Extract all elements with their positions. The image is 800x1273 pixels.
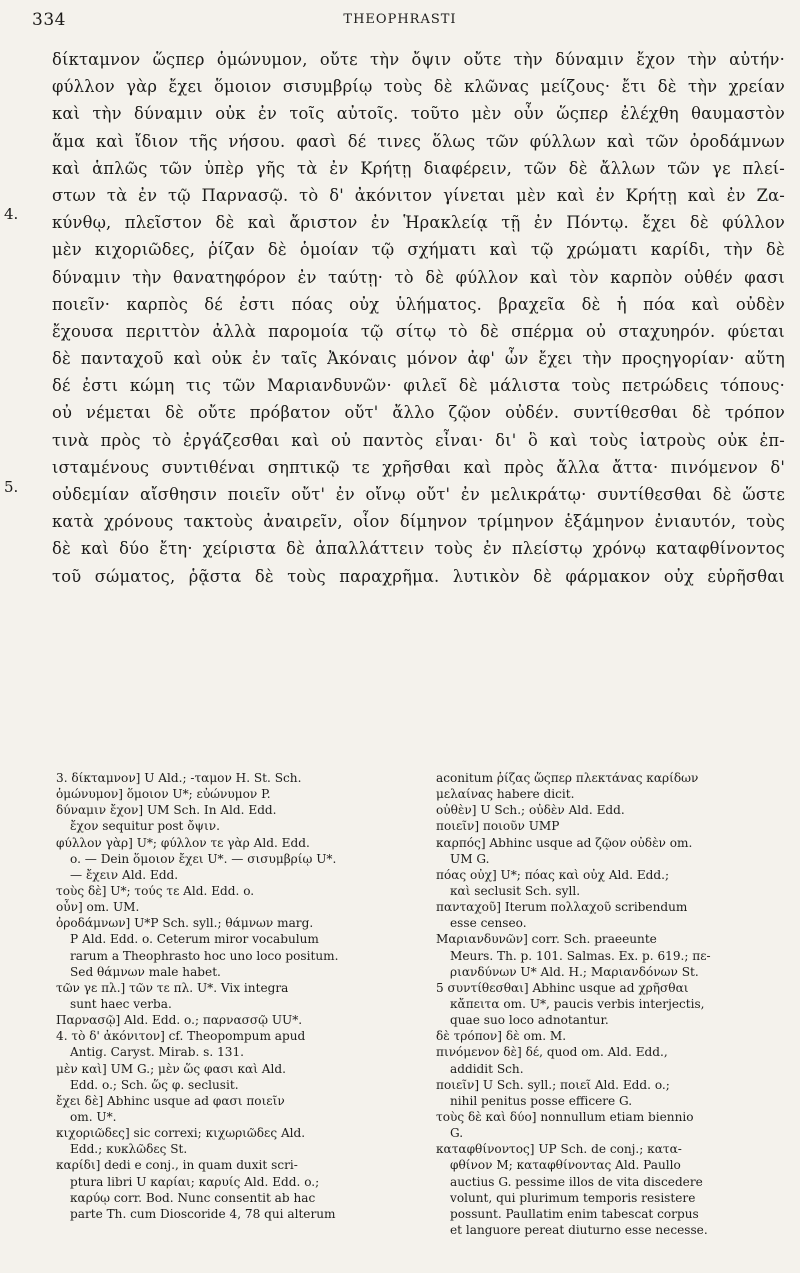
text-line: ποιεῖν· καρπὸς δέ ἐστι πόας οὐχ ὑλήματος. βραχεῖα δὲ ἡ πόα καὶ οὐδὲν <box>52 294 785 314</box>
footnote-line: κἄπειτα om. U*, paucis verbis interjectis, <box>450 996 705 1011</box>
footnote-line: πόας οὐχ] U*; πόας καὶ οὐχ Ald. Edd.; <box>436 867 670 882</box>
footnote-line: P Ald. Edd. o. Ceterum miror vocabulum <box>70 932 319 947</box>
text-line: ἔχουσα περιττὸν ἀλλὰ παρομοία τῷ σίτῳ τὸ δὲ σπέρμα οὐ σταχυηρόν. φύεται <box>52 321 785 341</box>
footnote-line: τοὺς δὲ] U*; τούς τε Ald. Edd. o. <box>56 883 255 898</box>
text-line: τοῦ σώματος, ῥᾷστα δὲ τοὺς παραχρῆμα. λυτικὸν δὲ φάρμακον οὐχ εὑρῆσθαι <box>52 566 785 586</box>
footnote-line: 5 συντίθεσθαι] Abhinc usque ad χρῆσθαι <box>436 980 689 995</box>
footnote-line: ὀροδάμνων] U*P Sch. syll.; θάμνων marg. <box>56 916 314 931</box>
footnote-line: δὲ τρόπον] δὲ om. M. <box>436 1029 567 1044</box>
footnote-line: Edd.; κυκλῶδες St. <box>70 1142 188 1157</box>
critical-apparatus <box>56 770 786 1260</box>
footnote-line: UM G. <box>450 851 490 866</box>
footnote-line: Edd. o.; Sch. ὥς φ. seclusit. <box>70 1077 239 1092</box>
footnote-line: καρίδι] dedi e conj., in quam duxit scri- <box>56 1158 298 1173</box>
footnote-line: πινόμενον δὲ] δέ, quod om. Ald. Edd., <box>436 1045 668 1060</box>
footnote-line: 4. τὸ δ' ἀκόνιτον] cf. Theopompum apud <box>56 1029 306 1044</box>
footnote-line: ptura libri U καρίαι; καρυίς Ald. Edd. o.; <box>70 1174 320 1189</box>
footnote-line: ἔχει δὲ] Abhinc usque ad φασι ποιεῖν <box>56 1093 285 1108</box>
main-greek-text <box>52 46 785 590</box>
text-line: καὶ ἁπλῶς τῶν ὑπὲρ γῆς τὰ ἐν Κρήτῃ διαφέρειν, τῶν δὲ ἄλλων τῶν γε πλεί- <box>52 158 785 178</box>
text-line: φύλλον γὰρ ἔχει ὅμοιον σισυμβρίῳ τοὺς δὲ κλῶνας μείζους· ἔτι δὲ τὴν χρείαν <box>52 77 785 97</box>
footnote-line: οὐθὲν] U Sch.; οὐδὲν Ald. Edd. <box>436 803 625 818</box>
footnote-line: καὶ seclusit Sch. syll. <box>450 883 581 898</box>
text-line: κύνθῳ, πλεῖστον δὲ καὶ ἄριστον ἐν Ἡρακλείᾳ τῇ ἐν Πόντῳ. ἔχει δὲ φύλλον <box>52 213 785 233</box>
footnote-line: sunt haec verba. <box>70 996 172 1011</box>
text-line: ἅμα καὶ ἴδιον τῆς νήσου. φασὶ δέ τινες ὅλως τῶν φύλλων καὶ τῶν ὀροδάμνων <box>52 131 785 151</box>
footnote-line: et languore pereat diuturno esse necesse. <box>450 1222 708 1237</box>
footnote-line: o. — Dein ὅμοιον ἔχει U*. — σισυμβρίῳ U*. <box>70 851 337 866</box>
footnote-line: μελαίνας habere dicit. <box>436 787 575 802</box>
footnote-line: 3. δίκταμνον] U Ald.; -ταμον H. St. Sch. <box>56 771 302 785</box>
footnote-line: Μαριανδυνῶν] corr. Sch. praeeunte <box>436 932 657 947</box>
running-title: THEOPHRASTI <box>343 12 457 27</box>
footnote-line: om. U*. <box>70 1109 117 1124</box>
footnote-line: ποιεῖν] ποιοῦν UMP <box>436 819 560 834</box>
text-line: στων τὰ ἐν τῷ Παρνασῷ. τὸ δ' ἀκόνιτον γίνεται μὲν καὶ ἐν Κρήτῃ καὶ ἐν Ζα- <box>52 185 785 205</box>
footnote-line: addidit Sch. <box>450 1061 524 1076</box>
footnote-line: φύλλον γὰρ] U*; φύλλον τε γὰρ Ald. Edd. <box>56 835 310 850</box>
footnote-line: esse censeo. <box>450 916 527 931</box>
apparatus-right-column <box>436 770 786 1238</box>
footnote-line: nihil penitus posse efficere G. <box>450 1093 633 1108</box>
footnote-line: καταφθίνοντος] UP Sch. de conj.; κατα- <box>436 1142 682 1157</box>
footnote-line: aconitum ῥίζας ὥςπερ πλεκτάνας καρίδων <box>436 771 699 785</box>
footnote-line: τῶν γε πλ.] τῶν τε πλ. U*. Vix integra <box>56 980 289 995</box>
section-number-4: 4. <box>4 205 19 223</box>
footnote-line: ποιεῖν] U Sch. syll.; ποιεῖ Ald. Edd. o.; <box>436 1077 670 1092</box>
footnote-line: Antig. Caryst. Mirab. s. 131. <box>70 1045 245 1060</box>
footnote-line: — ἔχειν Ald. Edd. <box>70 867 179 882</box>
footnote-line: καρύῳ corr. Bod. Nunc consentit ab hac <box>70 1190 316 1205</box>
page-number: 334 <box>32 10 66 30</box>
text-line: δέ ἐστι κώμη τις τῶν Μαριανδυνῶν· φιλεῖ δὲ μάλιστα τοὺς πετρώδεις τόπους· <box>52 376 785 396</box>
footnote-line: φθίνον M; καταφθίνοντας Ald. Paullo <box>450 1158 681 1173</box>
footnote-line: Sed θάμνων male habet. <box>70 964 221 979</box>
footnote-line: τοὺς δὲ καὶ δύο] nonnullum etiam biennio <box>436 1109 694 1124</box>
footnote-line: κιχοριῶδες] sic correxi; κιχωριῶδες Ald. <box>56 1126 306 1141</box>
footnote-line: Παρνασῷ] Ald. Edd. o.; παρνασσῷ UU*. <box>56 1013 303 1028</box>
footnote-line: volunt, qui plurimum temporis resistere <box>450 1190 696 1205</box>
text-line: καὶ τὴν δύναμιν οὐκ ἐν τοῖς αὐτοῖς. τοῦτο μὲν οὖν ὥςπερ ἐλέχθη θαυμαστὸν <box>52 104 785 124</box>
footnote-line: δύναμιν ἔχον] UM Sch. In Ald. Edd. <box>56 803 277 818</box>
footnote-line: ἔχον sequitur post ὄψιν. <box>70 819 220 834</box>
footnote-line: auctius G. pessime illos de vita discedere <box>450 1174 703 1189</box>
footnote-line: καρπός] Abhinc usque ad ζῷον οὐδὲν om. <box>436 835 693 850</box>
apparatus-left-column <box>56 770 409 1222</box>
section-number-5: 5. <box>4 478 19 496</box>
footnote-line: ριανδύνων U* Ald. H.; Μαριανδόνων St. <box>450 964 699 979</box>
text-line: τινὰ πρὸς τὸ ἐργάζεσθαι καὶ οὐ παντὸς εἶναι· δι' ὃ καὶ τοὺς ἰατροὺς οὐκ ἐπ- <box>52 430 785 450</box>
footnote-line: quae suo loco adnotantur. <box>450 1013 609 1028</box>
footnote-line: parte Th. cum Dioscoride 4, 78 qui alterum <box>70 1206 336 1221</box>
text-line: δίκταμνον ὥςπερ ὁμώνυμον, οὔτε τὴν ὄψιν οὔτε τὴν δύναμιν ἔχον τὴν αὐτήν· <box>52 50 785 69</box>
footnote-line: μὲν καὶ] UM G.; μὲν ὥς φασι καὶ Ald. <box>56 1061 286 1076</box>
page-header <box>28 6 772 30</box>
footnote-line: rarum a Theophrasto hoc uno loco positum. <box>70 948 339 963</box>
footnote-line: possunt. Paullatim enim tabescat corpus <box>450 1206 699 1221</box>
footnote-line: ὁμώνυμον] ὅμοιον U*; εὐώνυμον P. <box>56 787 271 802</box>
text-line: δὲ πανταχοῦ καὶ οὐκ ἐν ταῖς Ἀκόναις μόνον ἀφ' ὧν ἔχει τὴν προςηγορίαν· αὕτη <box>52 349 785 369</box>
text-line: ισταμένους συντιθέναι σηπτικῷ τε χρῆσθαι καὶ πρὸς ἄλλα ἄττα· πινόμενον δ' <box>52 457 785 477</box>
text-line: οὐδεμίαν αἴσθησιν ποιεῖν οὔτ' ἐν οἴνῳ οὔτ' ἐν μελικράτῳ· συντίθεσθαι δὲ ὥστε <box>52 485 785 504</box>
text-line: μὲν κιχοριῶδες, ῥίζαν δὲ ὁμοίαν τῷ σχήματι καὶ τῷ χρώματι καρίδι, τὴν δὲ <box>52 240 785 260</box>
text-line: δύναμιν τὴν θανατηφόρον ἐν ταύτῃ· τὸ δὲ φύλλον καὶ τὸν καρπὸν οὐθέν φασι <box>52 267 785 287</box>
footnote-line: πανταχοῦ] Iterum πολλαχοῦ scribendum <box>436 900 688 915</box>
text-line: κατὰ χρόνους τακτοὺς ἀναιρεῖν, οἷον δίμηνον τρίμηνον ἑξάμηνον ἐνιαυτόν, τοὺς <box>52 512 785 532</box>
footnote-line: Meurs. Th. p. 101. Salmas. Ex. p. 619.; πε- <box>450 948 711 963</box>
text-line: δὲ καὶ δύο ἔτη· χείριστα δὲ ἀπαλλάττειν τοὺς ἐν πλείστῳ χρόνῳ καταφθίνοντος <box>52 539 785 559</box>
text-line: οὐ νέμεται δὲ οὔτε πρόβατον οὔτ' ἄλλο ζῷον οὐδέν. συντίθεσθαι δὲ τρόπον <box>52 403 785 423</box>
footnote-line: οὖν] om. UM. <box>56 900 140 915</box>
footnote-line: G. <box>450 1126 464 1141</box>
